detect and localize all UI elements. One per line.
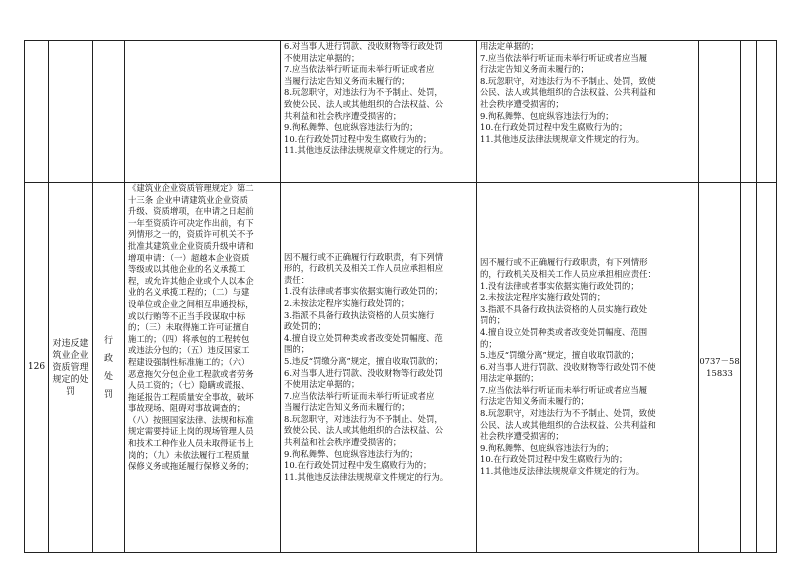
responsibility2-line: 用法定单据的；	[480, 41, 539, 51]
legal-basis-line: 增项申请：（一）超越本企业资质	[128, 252, 250, 263]
legal-basis-line: 拖延报告工程质量安全事故，破坏	[128, 391, 254, 402]
responsibility-line: 致使公民、法人或其他组织的合法权益、公	[284, 98, 444, 109]
responsibility-line: 当履行法定告知义务而未履行的；	[284, 402, 410, 413]
cell-responsibility2-continued	[477, 41, 699, 183]
legal-basis-line: 或以行贿等不正当手段谋取中标	[128, 310, 246, 321]
responsibility2-line: 5.违反“罚缴分离”规定，擅自收取罚款的；	[480, 350, 639, 361]
responsibility-line: 2.未按法定程序实施行政处罚的；	[284, 297, 410, 308]
item-type: 行政处罚	[103, 335, 113, 400]
responsibility2-line: 3.指派不具备行政执法资格的人员实施行政处	[480, 303, 648, 314]
responsibility-line: 8.玩忽职守，对违法行为不予制止、处罚，	[284, 87, 443, 98]
responsibility-line: 责任：	[284, 274, 310, 285]
legal-basis-line: 等级或以其他企业的名义承揽工	[128, 264, 246, 275]
responsibility-line: 1.没有法律或者事实依据实施行政处罚的；	[284, 286, 443, 297]
item-type-cell	[93, 183, 125, 553]
legal-basis-line: 程建设强制性标准施工的；（六）	[128, 356, 250, 367]
responsibility2-line: 10.在行政处罚过程中发生腐败行为的；	[480, 454, 628, 465]
responsibility-line: 因不履行或不正确履行行政职责，有下列情	[284, 251, 444, 262]
responsibility2-line: 7.应当依法举行听证而未举行听证或者应当履	[480, 384, 648, 395]
contact-phone-line-1: 0737－58	[699, 356, 740, 366]
row-number: 126	[25, 183, 49, 553]
responsibility2-line: 8.玩忽职守，对违法行为不予制止、处罚，致使	[480, 75, 656, 86]
cell-basis-empty	[125, 41, 281, 183]
item-name: 对违反建筑业企业资质管理规定的处罚	[49, 183, 93, 553]
responsibility2-cell	[477, 183, 699, 553]
legal-basis-line: 岗的；（九）未依法履行工程质量	[128, 449, 250, 460]
responsibility2-line: 的，行政机关及相关工作人员应承担相应责任：	[480, 268, 656, 279]
responsibility-line: 11.其他违反法律法规规章文件规定的行为。	[284, 145, 449, 156]
responsibility-line: 9.徇私舞弊、包庇纵容违法行为的；	[284, 448, 418, 459]
responsibility-line: 致使公民、法人或其他组织的合法权益、公	[284, 425, 444, 436]
responsibility-line: 共利益和社会秩序遭受损害的；	[284, 110, 402, 121]
responsibility-line: 10.在行政处罚过程中发生腐败行为的；	[284, 133, 432, 144]
legal-basis-line: 规定需要持证上岗的现场管理人员	[128, 426, 254, 437]
responsibility-line: 3.指派不具备行政执法资格的人员实施行	[284, 309, 435, 320]
responsibility2-line: 8.玩忽职守，对违法行为不予制止、处罚，致使	[480, 408, 656, 419]
legal-basis-line: 十三条 企业申请建筑业企业资质	[128, 194, 248, 205]
responsibility-line: 围的；	[284, 344, 310, 355]
responsibility2-line: 罚的；	[480, 315, 506, 326]
responsibility-line: 7.应当依法举行听证而未举行听证或者应	[284, 390, 435, 401]
cell-type-empty	[93, 41, 125, 183]
responsibility2-line: 用法定单据的；	[480, 373, 539, 384]
responsibility2-line: 1.没有法律或者事实依据实施行政处罚的；	[480, 280, 639, 291]
cell-number-empty	[25, 41, 49, 183]
responsibility-line: 不使用法定单据的；	[284, 52, 360, 63]
contact-phone-cell	[699, 183, 741, 553]
legal-basis-line: 人员工资的；（七）隐瞒或谎报、	[128, 380, 250, 391]
responsibility2-line: 行法定告知义务而未履行的；	[480, 396, 589, 407]
legal-basis-line: 程，或允许其他企业或个人以本企	[128, 275, 254, 286]
responsibility-line: 6.对当事人进行罚款、没收财物等行政处罚	[284, 41, 443, 51]
responsibility2-lines	[480, 41, 695, 145]
responsibility-lines	[284, 252, 473, 484]
cell-contact-empty	[699, 41, 741, 183]
responsibility-line: 当履行法定告知义务而未履行的；	[284, 75, 410, 86]
responsibility2-line: 社会秩序遭受损害的；	[480, 98, 564, 109]
legal-basis-line: 批准其建筑业企业资质升级申请和	[128, 240, 254, 251]
cell-responsibility-continued	[281, 41, 477, 183]
responsibility2-line: 11.其他违反法律法规规章文件规定的行为。	[480, 466, 645, 477]
responsibility2-line: 公民、法人或其他组织的合法权益、公共利益和	[480, 87, 656, 98]
responsibility2-line: 11.其他违反法律法规规章文件规定的行为。	[480, 133, 645, 144]
legal-basis-line: 设单位或企业之间相互串通投标，	[128, 298, 254, 309]
legal-basis-line: （八）按照国家法律、法规和标准	[128, 414, 254, 425]
responsibility-line: 11.其他违反法律法规规章文件规定的行为。	[284, 471, 449, 482]
cell-remark-empty	[757, 41, 777, 183]
cell-extra-empty	[741, 41, 757, 183]
responsibility-line: 4.擅自设立处罚种类或者改变处罚幅度、范	[284, 332, 443, 343]
responsibility-line: 形的，行政机关及相关工作人员应承担相应	[284, 263, 444, 274]
table-row	[25, 183, 777, 553]
responsibility2-line: 9.徇私舞弊、包庇纵容违法行为的；	[480, 442, 614, 453]
responsibility2-line: 因不履行或不正确履行行政职责，有下列情形	[480, 257, 648, 268]
legal-basis-line: 《建筑业企业资质管理规定》第二	[128, 183, 254, 193]
legal-basis-cell	[125, 183, 281, 553]
responsibility2-line: 社会秩序遭受损害的；	[480, 431, 564, 442]
cell-extra	[741, 183, 757, 553]
legal-basis-line: 业的名义承揽工程的；（二）与建	[128, 287, 250, 298]
responsibility2-line: 7.应当依法举行听证而未举行听证或者应当履	[480, 52, 648, 63]
responsibility-line: 共利益和社会秩序遭受损害的；	[284, 437, 402, 448]
responsibility2-line: 4.擅自设立处罚种类或者改变处罚幅度、范围	[480, 326, 648, 337]
responsibility-line: 政处罚的；	[284, 321, 326, 332]
contact-phone-line-2: 15833	[706, 367, 733, 378]
legal-basis-line: 保修义务或拖延履行保修义务的；	[128, 461, 254, 472]
responsibility2-line: 6.对当事人进行罚款、没收财物等行政处罚不使	[480, 361, 656, 372]
table-row-continued	[25, 41, 777, 183]
legal-basis-line: 或违法分包的；（五）违反国家工	[128, 345, 250, 356]
responsibility2-line: 公民、法人或其他组织的合法权益、公共利益和	[480, 419, 656, 430]
responsibility2-line: 行法定告知义务而未履行的；	[480, 64, 589, 75]
responsibility2-lines	[480, 257, 695, 477]
legal-basis-line: 升级、资质增项，在申请之日起前	[128, 206, 254, 217]
legal-basis-line: 的；（三）未取得施工许可证擅自	[128, 322, 250, 333]
legal-basis	[128, 183, 277, 473]
responsibility2-line: 9.徇私舞弊、包庇纵容违法行为的；	[480, 110, 614, 121]
responsibility-line: 8.玩忽职守，对违法行为不予制止、处罚，	[284, 413, 443, 424]
responsibility2-line: 的；	[480, 338, 497, 349]
responsibility-table	[24, 40, 777, 553]
responsibility-line: 7.应当依法举行听证而未举行听证或者应	[284, 64, 435, 75]
responsibility2-line: 2.未按法定程序实施行政处罚的；	[480, 292, 606, 303]
legal-basis-line: 施工的；（四）将承包的工程转包	[128, 333, 250, 344]
responsibility-line: 6.对当事人进行罚款、没收财物等行政处罚	[284, 367, 443, 378]
responsibility-line: 10.在行政处罚过程中发生腐败行为的；	[284, 460, 432, 471]
legal-basis-line: 和技术工种作业人员未取得证书上	[128, 438, 254, 449]
responsibility-lines	[284, 41, 473, 157]
cell-name-empty	[49, 41, 93, 183]
responsibility2-line: 10.在行政处罚过程中发生腐败行为的；	[480, 122, 628, 133]
responsibility-cell	[281, 183, 477, 553]
responsibility-line: 9.徇私舞弊、包庇纵容违法行为的；	[284, 122, 418, 133]
legal-basis-line: 一年至资质许可决定作出前，有下	[128, 217, 254, 228]
cell-remark	[757, 183, 777, 553]
document-page	[24, 40, 776, 553]
legal-basis-line: 恶意拖欠分包企业工程款或者劳务	[128, 368, 254, 379]
responsibility-line: 5.违反“罚缴分离”规定，擅自收取罚款的；	[284, 355, 443, 366]
legal-basis-line: 列情形之一的，资质许可机关不予	[128, 229, 254, 240]
legal-basis-line: 事故现场、阻碍对事故调查的；	[128, 403, 246, 414]
responsibility-line: 不使用法定单据的；	[284, 379, 360, 390]
